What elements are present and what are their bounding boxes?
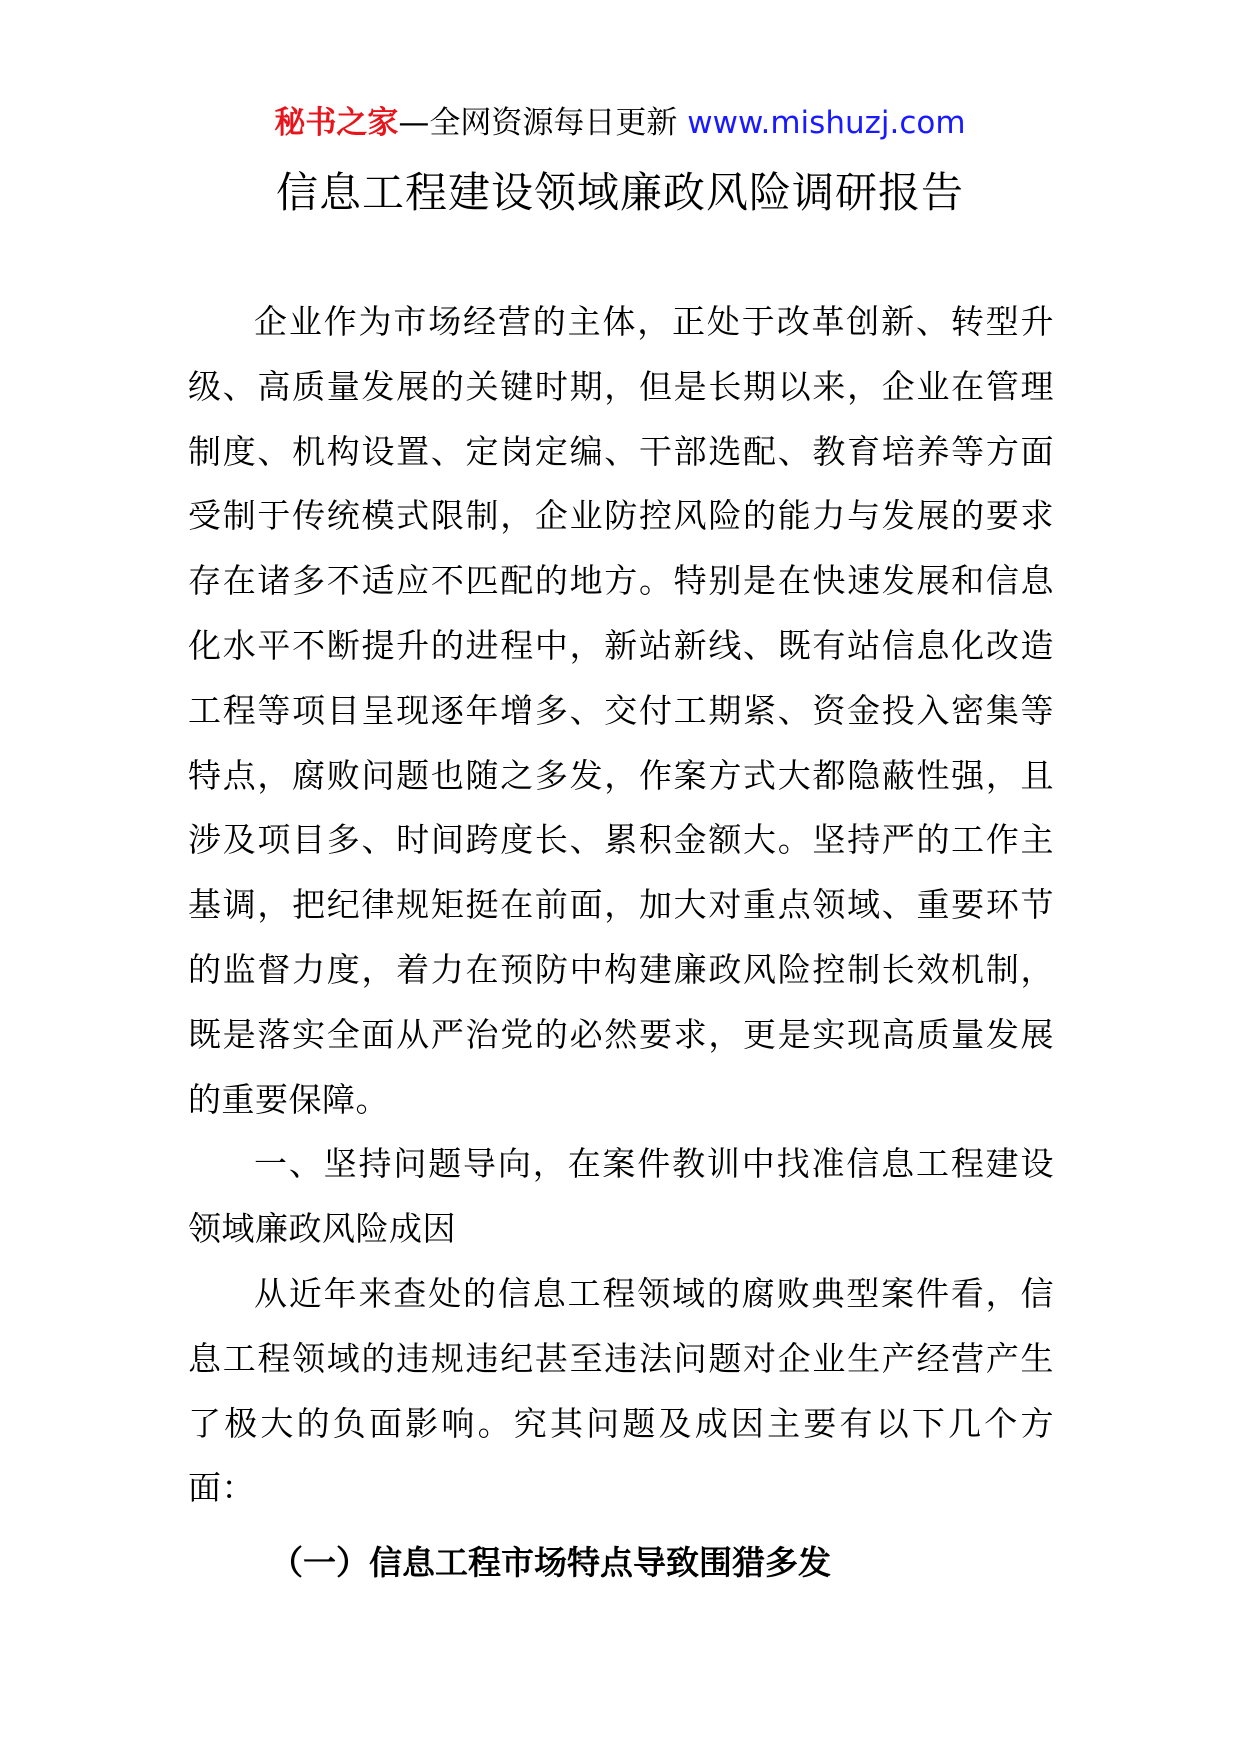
- intro-paragraph: 企业作为市场经营的主体，正处于改革创新、转型升级、高质量发展的关键时期，但是长期以来，企业在管理制度、机构设置、定岗定编、干部选配、教育培养等方面受制于传统模式限制，企业防控风险的能力与发展的要求存在诸多不适应不匹配的地方。特别是在快速发展和信息化水平不断提升的进程中，新站新线、既有站信息化改造工程等项目呈现逐年增多、交付工期紧、资金投入密集等特点，腐败问题也随之多发，作案方式大都隐蔽性强，且涉及项目多、时间跨度长、累积金额大。坚持严的工作主基调，把纪律规矩挺在前面，加大对重点领域、重要环节的监督力度，着力在预防中构建廉政风险控制长效机制，既是落实全面从严治党的必然要求，更是实现高质量发展的重要保障。: [188, 302, 1054, 1119]
- subsection-heading: （一）信息工程市场特点导致围猎多发: [270, 1543, 831, 1583]
- section-heading: 一、坚持问题导向，在案件教训中找准信息工程建设领域廉政风险成因: [188, 1144, 1054, 1249]
- site-header: [0, 100, 1240, 146]
- document-body: [188, 290, 1054, 1596]
- site-tagline: —全网资源每日更新: [398, 105, 688, 141]
- site-url[interactable]: www.mishuzj.com: [687, 105, 966, 141]
- document-title: 信息工程建设领域廉政风险调研报告: [275, 168, 964, 217]
- section-paragraph: 从近年来查处的信息工程领域的腐败典型案件看，信息工程领域的违规违纪甚至违法问题对企业生产经营产生了极大的负面影响。究其问题及成因主要有以下几个方面：: [188, 1273, 1054, 1508]
- site-brand: 秘书之家: [274, 105, 399, 141]
